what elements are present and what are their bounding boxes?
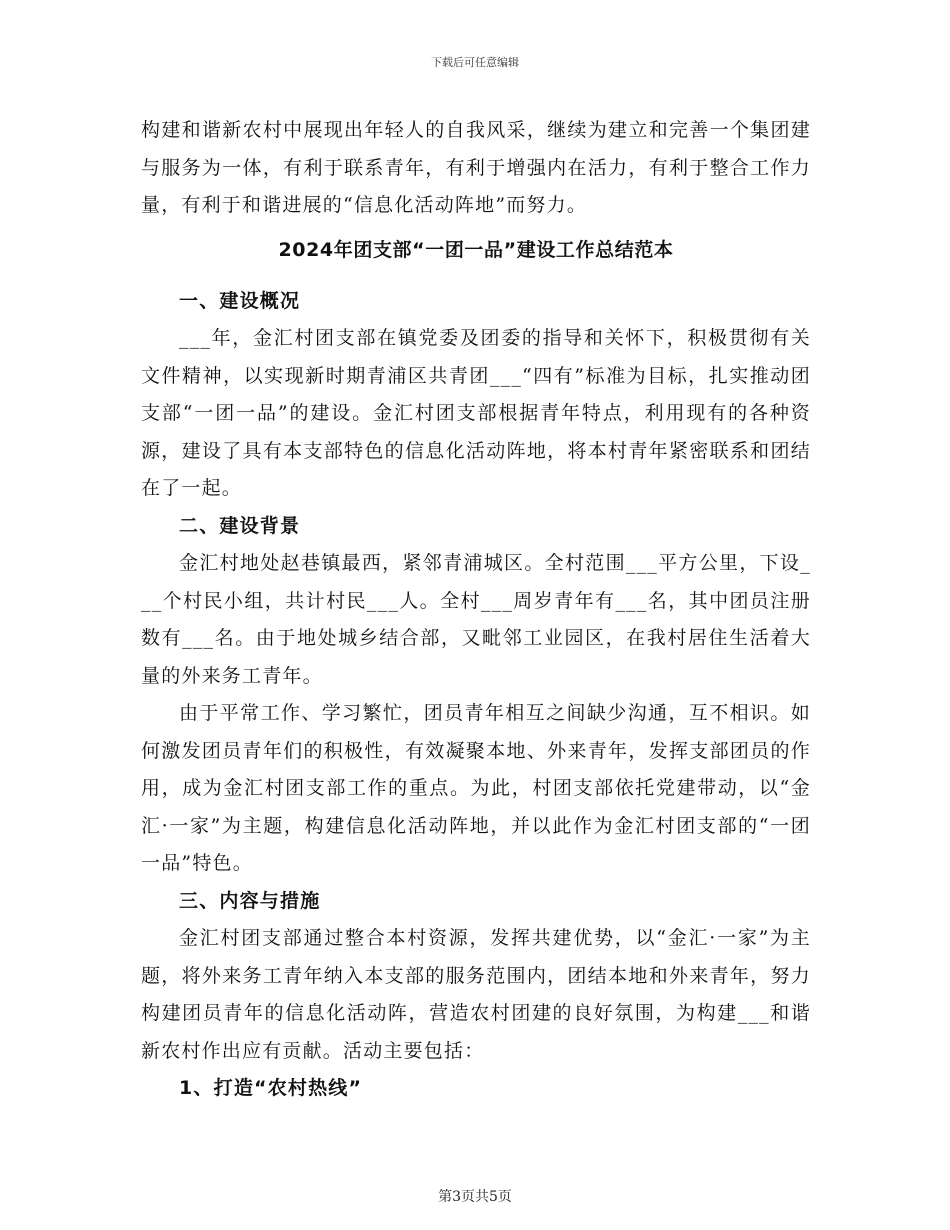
section-heading-background: 二、建设背景 [179, 514, 301, 537]
paragraph-background-1: 金汇村地处赵巷镇最西，紧邻青浦城区。全村范围___平方公里，下设___个村民小组，共计村民___人。全村___周岁青年有___名，其中团员注册数有___名。由于地处城乡结合部，又毗邻工业园区，在我村居住生活着大量的外来务工青年。 [141, 552, 811, 687]
subheading-rural-hotline: 1、打造“农村热线” [179, 1077, 363, 1099]
page-number: 第3页共5页 [438, 1189, 512, 1205]
paragraph-overview: ___年，金汇村团支部在镇党委及团委的指导和关怀下，积极贯彻有关文件精神，以实现新时期青浦区共青团___“四有”标准为目标，扎实推动团支部“一团一品”的建设。金汇村团支部根据青年特点，利用现有的各种资源，建设了具有本支部特色的信息化活动阵地，将本村青年紧密联系和团结在了一起。 [141, 327, 811, 499]
intro-paragraph: 构建和谐新农村中展现出年轻人的自我风采，继续为建立和完善一个集团建与服务为一体，有利于联系青年，有利于增强内在活力，有利于整合工作力量，有利于和谐进展的“信息化活动阵地”而努力。 [141, 119, 811, 216]
paragraph-measures: 金汇村团支部通过整合本村资源，发挥共建优势，以“金汇·一家”为主题，将外来务工青年纳入本支部的服务范围内，团结本地和外来青年，努力构建团员青年的信息化活动阵，营造农村团建的良好氛围，为构建___和谐新农村作出应有贡献。活动主要包括： [141, 927, 811, 1062]
paragraph-background-2: 由于平常工作、学习繁忙，团员青年相互之间缺少沟通，互不相识。如何激发团员青年们的积极性，有效凝聚本地、外来青年，发挥支部团员的作用，成为金汇村团支部工作的重点。为此，村团支部依托党建带动，以“金汇·一家”为主题，构建信息化活动阵地，并以此作为金汇村团支部的“一团一品”特色。 [141, 702, 811, 874]
section-heading-measures: 三、内容与措施 [179, 889, 321, 912]
page-header-note: 下载后可任意编辑 [431, 56, 519, 69]
document-body [141, 112, 811, 1108]
document-title: 2024年团支部“一团一品”建设工作总结范本 [278, 238, 674, 261]
section-heading-overview: 一、建设概况 [179, 289, 301, 312]
